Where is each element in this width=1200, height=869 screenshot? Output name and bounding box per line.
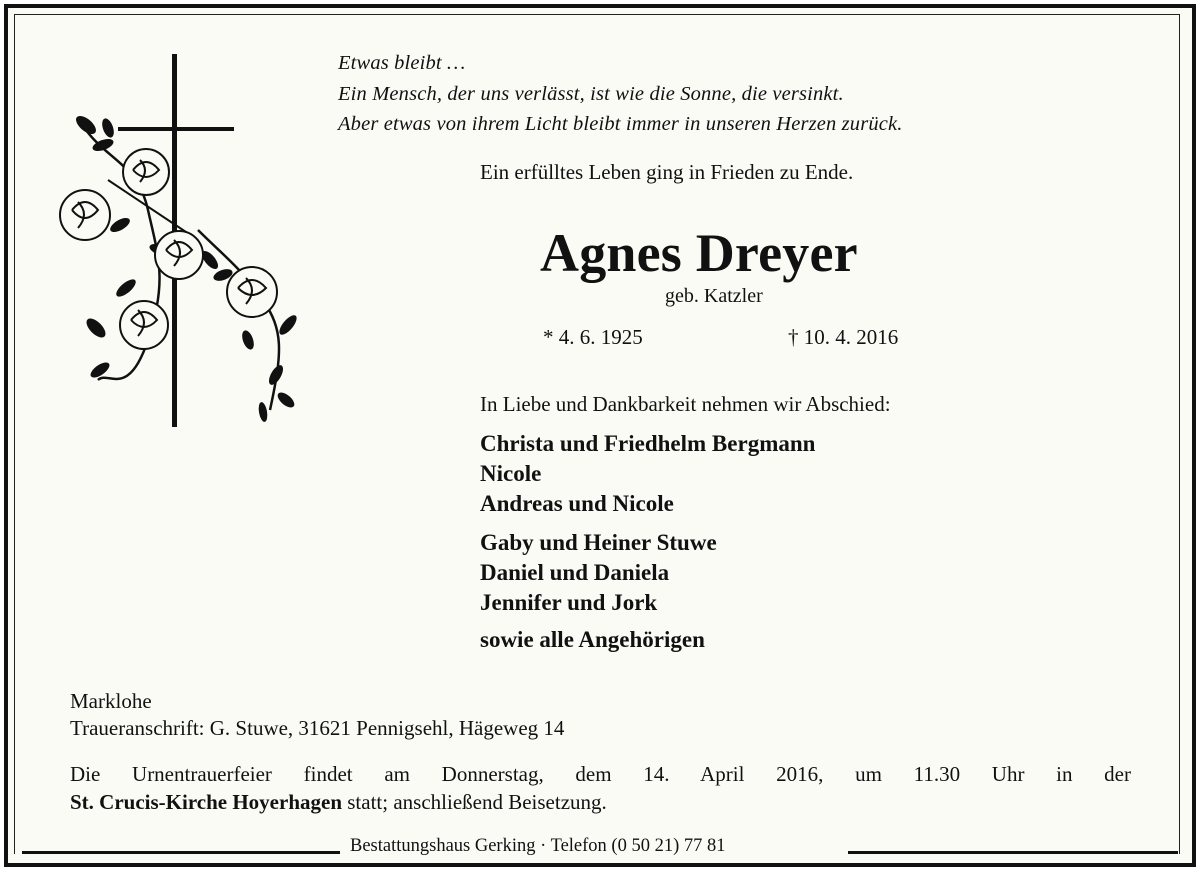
cross-with-roses-icon [48, 50, 308, 430]
intro-text: Ein erfülltes Leben ging in Frieden zu Ende. [480, 160, 854, 184]
location: Marklohe [70, 689, 152, 713]
deceased-name: Agnes Dreyer [540, 223, 858, 283]
poem-line: Ein Mensch, der uns verlässt, ist wie die Sonne, die versinkt. [338, 82, 844, 105]
footer-rule-right [848, 851, 1178, 854]
church-name: St. Crucis-Kirche Hoyerhagen [70, 790, 342, 814]
birth-date: * 4. 6. 1925 [543, 325, 643, 349]
poem [338, 48, 903, 140]
service-line-2 [70, 790, 607, 815]
farewell-text: In Liebe und Dankbarkeit nehmen wir Abschied: [480, 392, 891, 416]
mourner-name: Nicole [480, 461, 542, 486]
maiden-name: geb. Katzler [665, 285, 763, 307]
service-line-1: Die Urnentrauerfeier findet am Donnerstag, dem 14. April 2016, um 11.30 Uhr in der [70, 762, 1131, 786]
mourner-name: Andreas und Nicole [480, 491, 674, 516]
mourner-name: Christa und Friedhelm Bergmann [480, 431, 816, 456]
service-rest: statt; anschließend Beisetzung. [342, 790, 607, 814]
footer-rule-left [22, 851, 348, 854]
funeral-home-footer: Bestattungshaus Gerking · Telefon (0 50 21) 77 81 [340, 836, 736, 857]
mourner-name: Gaby und Heiner Stuwe [480, 530, 717, 555]
mourner-name: Jennifer und Jork [480, 590, 658, 615]
poem-line: Aber etwas von ihrem Licht bleibt immer in unseren Herzen zurück. [338, 113, 903, 135]
mourning-address: Traueranschrift: G. Stuwe, 31621 Pennigsehl, Hägeweg 14 [70, 716, 565, 740]
death-date: † 10. 4. 2016 [788, 325, 899, 349]
mourner-name: sowie alle Angehörigen [480, 627, 705, 652]
mourner-name: Daniel und Daniela [480, 560, 670, 585]
poem-line: Etwas bleibt … [338, 52, 466, 74]
